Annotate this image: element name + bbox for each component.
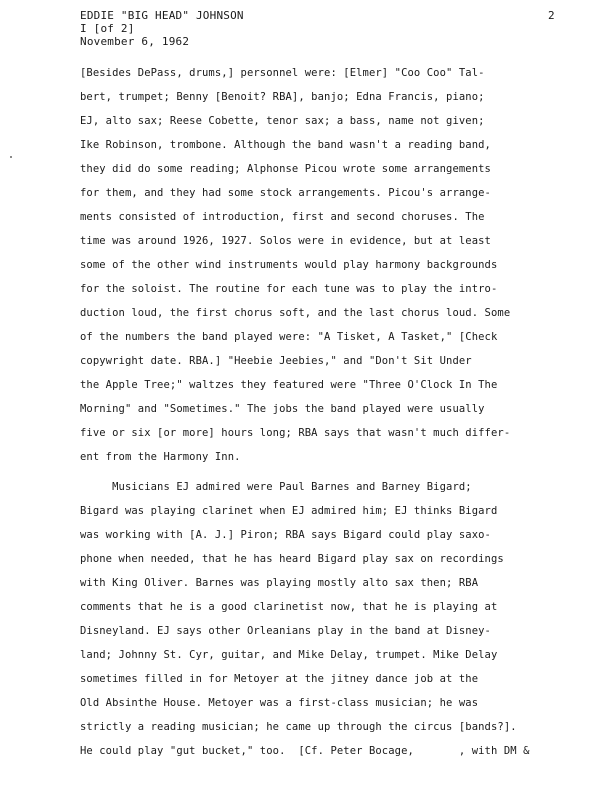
text-line: Old Absinthe House. Metoyer was a first-class musician; he was bbox=[80, 697, 479, 709]
header-date: November 6, 1962 bbox=[80, 35, 190, 48]
text-line: He could play "gut bucket," too. [Cf. Peter Bocage, , with DM & bbox=[80, 745, 530, 757]
text-line: Disneyland. EJ says other Orleanians play in the band at Disney- bbox=[80, 625, 491, 637]
text-line: phone when needed, that he has heard Bigard play sax on recordings bbox=[80, 553, 504, 565]
scan-speck bbox=[10, 156, 12, 158]
text-line: time was around 1926, 1927. Solos were in evidence, but at least bbox=[80, 235, 491, 247]
page-number: 2 bbox=[548, 9, 555, 22]
text-line: with King Oliver. Barnes was playing mostly alto sax then; RBA bbox=[80, 577, 479, 589]
text-line: bert, trumpet; Benny [Benoit? RBA], banjo; Edna Francis, piano; bbox=[80, 91, 485, 103]
header-subject: EDDIE "BIG HEAD" JOHNSON bbox=[80, 9, 244, 22]
text-line: [Besides DePass, drums,] personnel were: [Elmer] "Coo Coo" Tal- bbox=[80, 67, 485, 79]
document-header bbox=[80, 9, 244, 48]
text-line: was working with [A. J.] Piron; RBA says Bigard could play saxo- bbox=[80, 529, 491, 541]
text-line: Bigard was playing clarinet when EJ admired him; EJ thinks Bigard bbox=[80, 505, 498, 517]
header-reel: I [of 2] bbox=[80, 22, 135, 35]
text-line: duction loud, the first chorus soft, and the last chorus loud. Some bbox=[80, 307, 511, 319]
text-line: land; Johnny St. Cyr, guitar, and Mike Delay, trumpet. Mike Delay bbox=[80, 649, 498, 661]
text-line: comments that he is a good clarinetist now, that he is playing at bbox=[80, 601, 498, 613]
text-line: Musicians EJ admired were Paul Barnes and Barney Bigard; bbox=[80, 481, 472, 493]
text-line: they did do some reading; Alphonse Picou wrote some arrangements bbox=[80, 163, 491, 175]
text-line: for the soloist. The routine for each tune was to play the intro- bbox=[80, 283, 498, 295]
text-line: the Apple Tree;" waltzes they featured were "Three O'Clock In The bbox=[80, 379, 498, 391]
text-line: of the numbers the band played were: "A Tisket, A Tasket," [Check bbox=[80, 331, 498, 343]
text-line: copywright date. RBA.] "Heebie Jeebies," and "Don't Sit Under bbox=[80, 355, 472, 367]
text-line: Morning" and "Sometimes." The jobs the band played were usually bbox=[80, 403, 485, 415]
text-line: Ike Robinson, trombone. Although the band wasn't a reading band, bbox=[80, 139, 491, 151]
text-line: sometimes filled in for Metoyer at the jitney dance job at the bbox=[80, 673, 479, 685]
text-line: ments consisted of introduction, first and second choruses. The bbox=[80, 211, 485, 223]
text-line: EJ, alto sax; Reese Cobette, tenor sax; a bass, name not given; bbox=[80, 115, 485, 127]
text-line: five or six [or more] hours long; RBA says that wasn't much differ- bbox=[80, 427, 511, 439]
text-line: for them, and they had some stock arrangements. Picou's arrange- bbox=[80, 187, 491, 199]
text-line: ent from the Harmony Inn. bbox=[80, 451, 241, 463]
text-line: strictly a reading musician; he came up through the circus [bands?]. bbox=[80, 721, 517, 733]
text-line: some of the other wind instruments would play harmony backgrounds bbox=[80, 259, 498, 271]
